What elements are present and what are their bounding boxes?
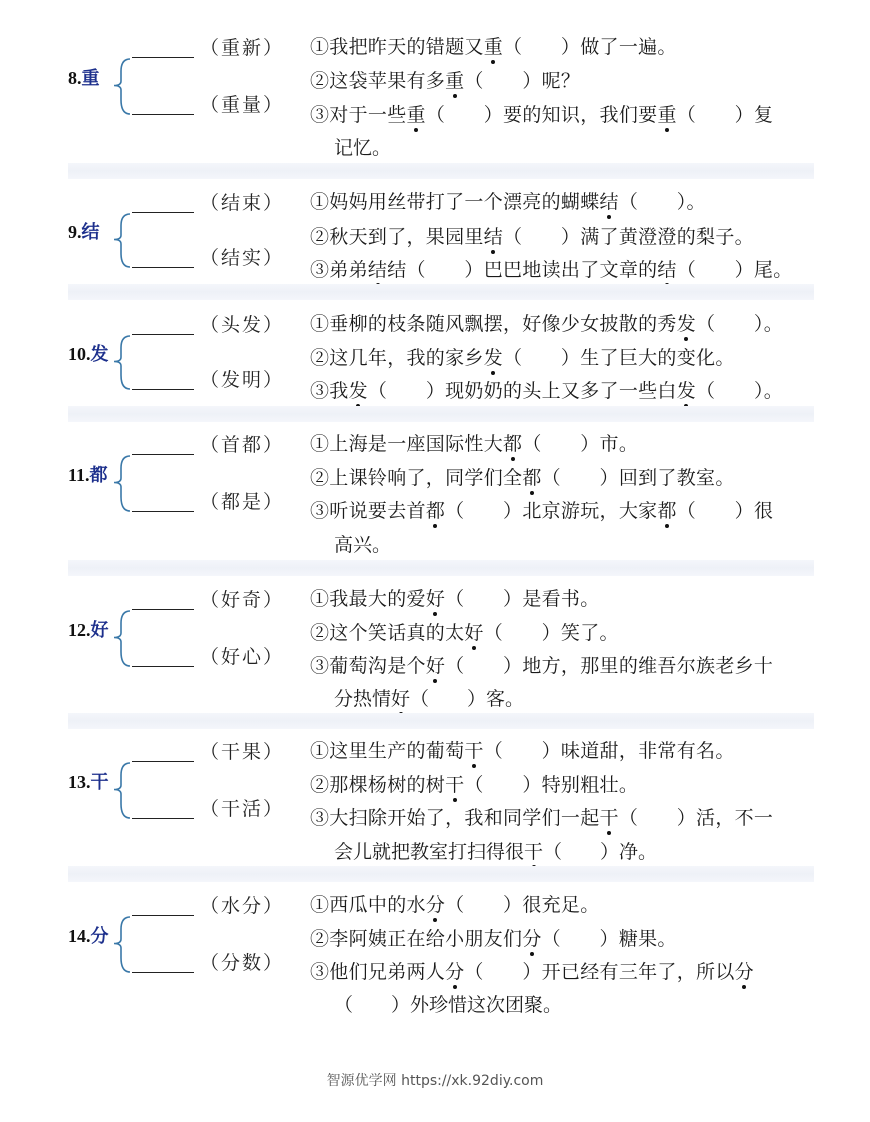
question-number	[68, 768, 109, 794]
example-word: （干果）	[200, 741, 285, 763]
dotted-target-char: 发	[677, 309, 696, 336]
sentence-text: （ ）开已经有三年了，所以	[464, 961, 735, 983]
question-number	[68, 616, 109, 642]
answer-blank[interactable]	[132, 761, 194, 762]
section-divider	[68, 406, 814, 422]
dotted-target-char: 结	[484, 222, 503, 249]
example-word: （头发）	[200, 314, 285, 336]
sentence-line	[310, 100, 773, 127]
sentence-text: ③大扫除开始了，我和同学们一起	[310, 807, 600, 829]
sentence-text: （ ）地方，那里的维吾尔族老乡十	[445, 655, 774, 677]
example-word: （好奇）	[200, 589, 285, 611]
example-word: （结束）	[200, 192, 285, 214]
example-word: （发明）	[200, 369, 285, 391]
footer-watermark: 智源优学网 https://xk.92diy.com	[326, 1073, 544, 1089]
sentence-text: （ ）特别粗壮。	[464, 774, 639, 796]
sentence-continuation: 记忆。	[334, 137, 392, 159]
answer-blank[interactable]	[132, 267, 194, 268]
question-index: 13.	[68, 771, 91, 792]
dotted-target-char: 结	[657, 255, 676, 282]
sentence-text: ②李阿姨正在给小朋友们	[310, 928, 523, 950]
brace-symbol	[112, 609, 132, 670]
dotted-target-char: 重	[445, 66, 464, 93]
sentence-text: ②秋天到了，果园里	[310, 226, 484, 248]
sentence-text: ①西瓜中的水	[310, 894, 426, 916]
dotted-target-char: 干	[464, 736, 483, 763]
sentence-text: ②这几年，我的家乡	[310, 347, 484, 369]
dotted-target-char: 好	[464, 618, 483, 645]
sentence-text: （ ）呢？	[464, 70, 581, 92]
sentence-text: （ ）满了黄澄澄的梨子。	[503, 226, 754, 248]
question-index: 14.	[68, 925, 91, 946]
dotted-target-char: 分	[426, 890, 445, 917]
sentence-text: 会儿就把教室打扫得很	[334, 841, 525, 863]
sentence-text: （ ）北京游玩，大家	[445, 500, 658, 522]
sentence-text: ③我	[310, 380, 349, 402]
sentence-line	[310, 803, 773, 830]
sentence-text: （ ）很	[676, 500, 774, 522]
dotted-target-char: 重	[657, 100, 676, 127]
example-word: （首都）	[200, 434, 285, 456]
sentence-text: ③葡萄沟是个	[310, 655, 426, 677]
sentence-line	[310, 222, 754, 249]
sentence-text: （ ）。	[696, 313, 784, 335]
dotted-target-char: 干	[445, 770, 464, 797]
polyphonic-char: 发	[90, 343, 109, 365]
dotted-target-char: 重	[407, 100, 426, 127]
sentence-text: （ ）做了一遍。	[503, 36, 677, 58]
brace-symbol	[112, 915, 132, 976]
brace-symbol	[112, 334, 132, 393]
sentence-line	[310, 429, 638, 456]
polyphonic-char: 好	[90, 619, 109, 641]
sentence-text: （ ）糖果。	[541, 928, 677, 950]
polyphonic-char: 重	[81, 67, 100, 89]
sentence-text: （ ）很充足。	[445, 894, 600, 916]
section-divider	[68, 866, 814, 882]
sentence-text: ①我把昨天的错题又	[310, 36, 484, 58]
section-divider	[68, 163, 814, 179]
sentence-text: （ ）现奶奶的头上又多了一些白	[367, 380, 677, 402]
section-divider	[68, 284, 814, 300]
sentence-text: （ ）笑了。	[483, 622, 619, 644]
example-word: （重新）	[200, 37, 285, 59]
sentence-text: （ ）生了巨大的变化。	[503, 347, 735, 369]
sentence-text: （ ）。	[696, 380, 784, 402]
dotted-target-char: 分	[445, 957, 464, 984]
sentence-text: ③对于一些	[310, 104, 407, 126]
sentence-text: （ ）净。	[543, 841, 658, 863]
dotted-target-char: 发	[349, 376, 368, 403]
answer-blank[interactable]	[132, 454, 194, 455]
section-divider	[68, 560, 814, 576]
brace-symbol	[112, 761, 132, 822]
dotted-target-char: 分	[522, 924, 541, 951]
sentence-line	[310, 924, 677, 951]
question-number	[68, 461, 108, 487]
dotted-target-char: 都	[503, 429, 522, 456]
dotted-target-char: 分	[735, 957, 754, 984]
sentence-text: （ ）味道甜，非常有名。	[483, 740, 735, 762]
question-index: 11.	[68, 464, 90, 485]
sentence-continuation	[334, 837, 657, 864]
sentence-text: （ ）复	[676, 104, 774, 126]
dotted-target-char: 发	[484, 343, 503, 370]
dotted-target-char: 干	[600, 803, 619, 830]
sentence-continuation	[334, 684, 524, 711]
sentence-text: ②上课铃响了，同学们全	[310, 467, 523, 489]
sentence-line	[310, 376, 783, 403]
sentence-text: ①妈妈用丝带打了一个漂亮的蝴蝶	[310, 191, 600, 213]
example-word: （水分）	[200, 895, 285, 917]
example-word: （重量）	[200, 94, 285, 116]
answer-blank[interactable]	[132, 389, 194, 390]
dotted-target-char: 干	[524, 837, 543, 864]
sentence-continuation: 高兴。	[334, 534, 392, 556]
polyphonic-char: 干	[90, 771, 109, 793]
polyphonic-char: 分	[90, 925, 109, 947]
sentence-text: （ ）活，不一	[618, 807, 774, 829]
sentence-text: （ ）是看书。	[445, 588, 600, 610]
answer-blank[interactable]	[132, 609, 194, 610]
brace-symbol	[112, 57, 132, 118]
example-word: （好心）	[200, 646, 285, 668]
dotted-target-char: 都	[426, 496, 445, 523]
sentence-text: （ ）尾。	[676, 259, 793, 281]
sentence-text: ②这袋苹果有多	[310, 70, 446, 92]
question-number	[68, 922, 109, 948]
dotted-target-char: 重	[484, 32, 503, 59]
sentence-line	[310, 651, 773, 678]
sentence-line	[310, 66, 580, 93]
brace-symbol	[112, 454, 132, 515]
sentence-text: ③听说要去首	[310, 500, 426, 522]
dotted-target-char: 结	[600, 187, 619, 214]
dotted-target-char: 好	[426, 651, 445, 678]
question-number	[68, 218, 100, 244]
answer-blank[interactable]	[132, 57, 194, 58]
sentence-text: （ ）。	[618, 191, 706, 213]
sentence-line	[310, 343, 735, 370]
polyphonic-char: 都	[89, 464, 108, 486]
dotted-target-char: 发	[677, 376, 696, 403]
answer-blank[interactable]	[132, 212, 194, 213]
example-word: （分数）	[200, 952, 285, 974]
sentence-line	[310, 463, 735, 490]
sentence-text: （ ）要的知识，我们要	[425, 104, 658, 126]
sentence-text: 分热情	[334, 688, 392, 710]
polyphonic-char: 结	[81, 221, 100, 243]
sentence-text: （ ）客。	[410, 688, 525, 710]
answer-blank[interactable]	[132, 511, 194, 512]
question-index: 9.	[68, 221, 82, 242]
example-word: （都是）	[200, 491, 285, 513]
sentence-text: ②那棵杨树的树	[310, 774, 446, 796]
answer-blank[interactable]	[132, 915, 194, 916]
answer-blank[interactable]	[132, 818, 194, 819]
sentence-text: ③他们兄弟两人	[310, 961, 446, 983]
sentence-line	[310, 255, 793, 282]
sentence-line	[310, 32, 677, 59]
sentence-text: ①这里生产的葡萄	[310, 740, 465, 762]
question-number	[68, 340, 109, 366]
sentence-line	[310, 890, 600, 917]
sentence-text: （ ）市。	[522, 433, 639, 455]
answer-blank[interactable]	[132, 972, 194, 973]
answer-blank[interactable]	[132, 114, 194, 115]
question-number	[68, 64, 100, 90]
dotted-target-char: 好	[426, 584, 445, 611]
sentence-text: ③弟弟	[310, 259, 368, 281]
sentence-line	[310, 957, 754, 984]
example-word: （干活）	[200, 798, 285, 820]
section-divider	[68, 713, 814, 729]
sentence-text: 结（ ）巴巴地读出了文章的	[387, 259, 658, 281]
sentence-text: ①我最大的爱	[310, 588, 426, 610]
dotted-target-char: 结	[368, 255, 387, 282]
sentence-continuation: （ ）外珍惜这次团聚。	[334, 994, 563, 1016]
brace-symbol	[112, 212, 132, 271]
sentence-text: ②这个笑话真的太	[310, 622, 465, 644]
question-index: 12.	[68, 619, 91, 640]
example-word: （结实）	[200, 247, 285, 269]
sentence-line	[310, 496, 773, 523]
dotted-target-char: 好	[391, 684, 410, 711]
question-index: 8.	[68, 67, 82, 88]
sentence-text: ①上海是一座国际性大	[310, 433, 504, 455]
answer-blank[interactable]	[132, 334, 194, 335]
dotted-target-char: 都	[522, 463, 541, 490]
question-index: 10.	[68, 343, 91, 364]
sentence-line	[310, 309, 783, 336]
sentence-line	[310, 618, 619, 645]
sentence-line	[310, 187, 706, 214]
sentence-line	[310, 584, 600, 611]
sentence-text: （ ）回到了教室。	[541, 467, 735, 489]
sentence-line	[310, 736, 735, 763]
sentence-text: ①垂柳的枝条随风飘摆，好像少女披散的秀	[310, 313, 677, 335]
answer-blank[interactable]	[132, 666, 194, 667]
dotted-target-char: 都	[657, 496, 676, 523]
sentence-line	[310, 770, 638, 797]
